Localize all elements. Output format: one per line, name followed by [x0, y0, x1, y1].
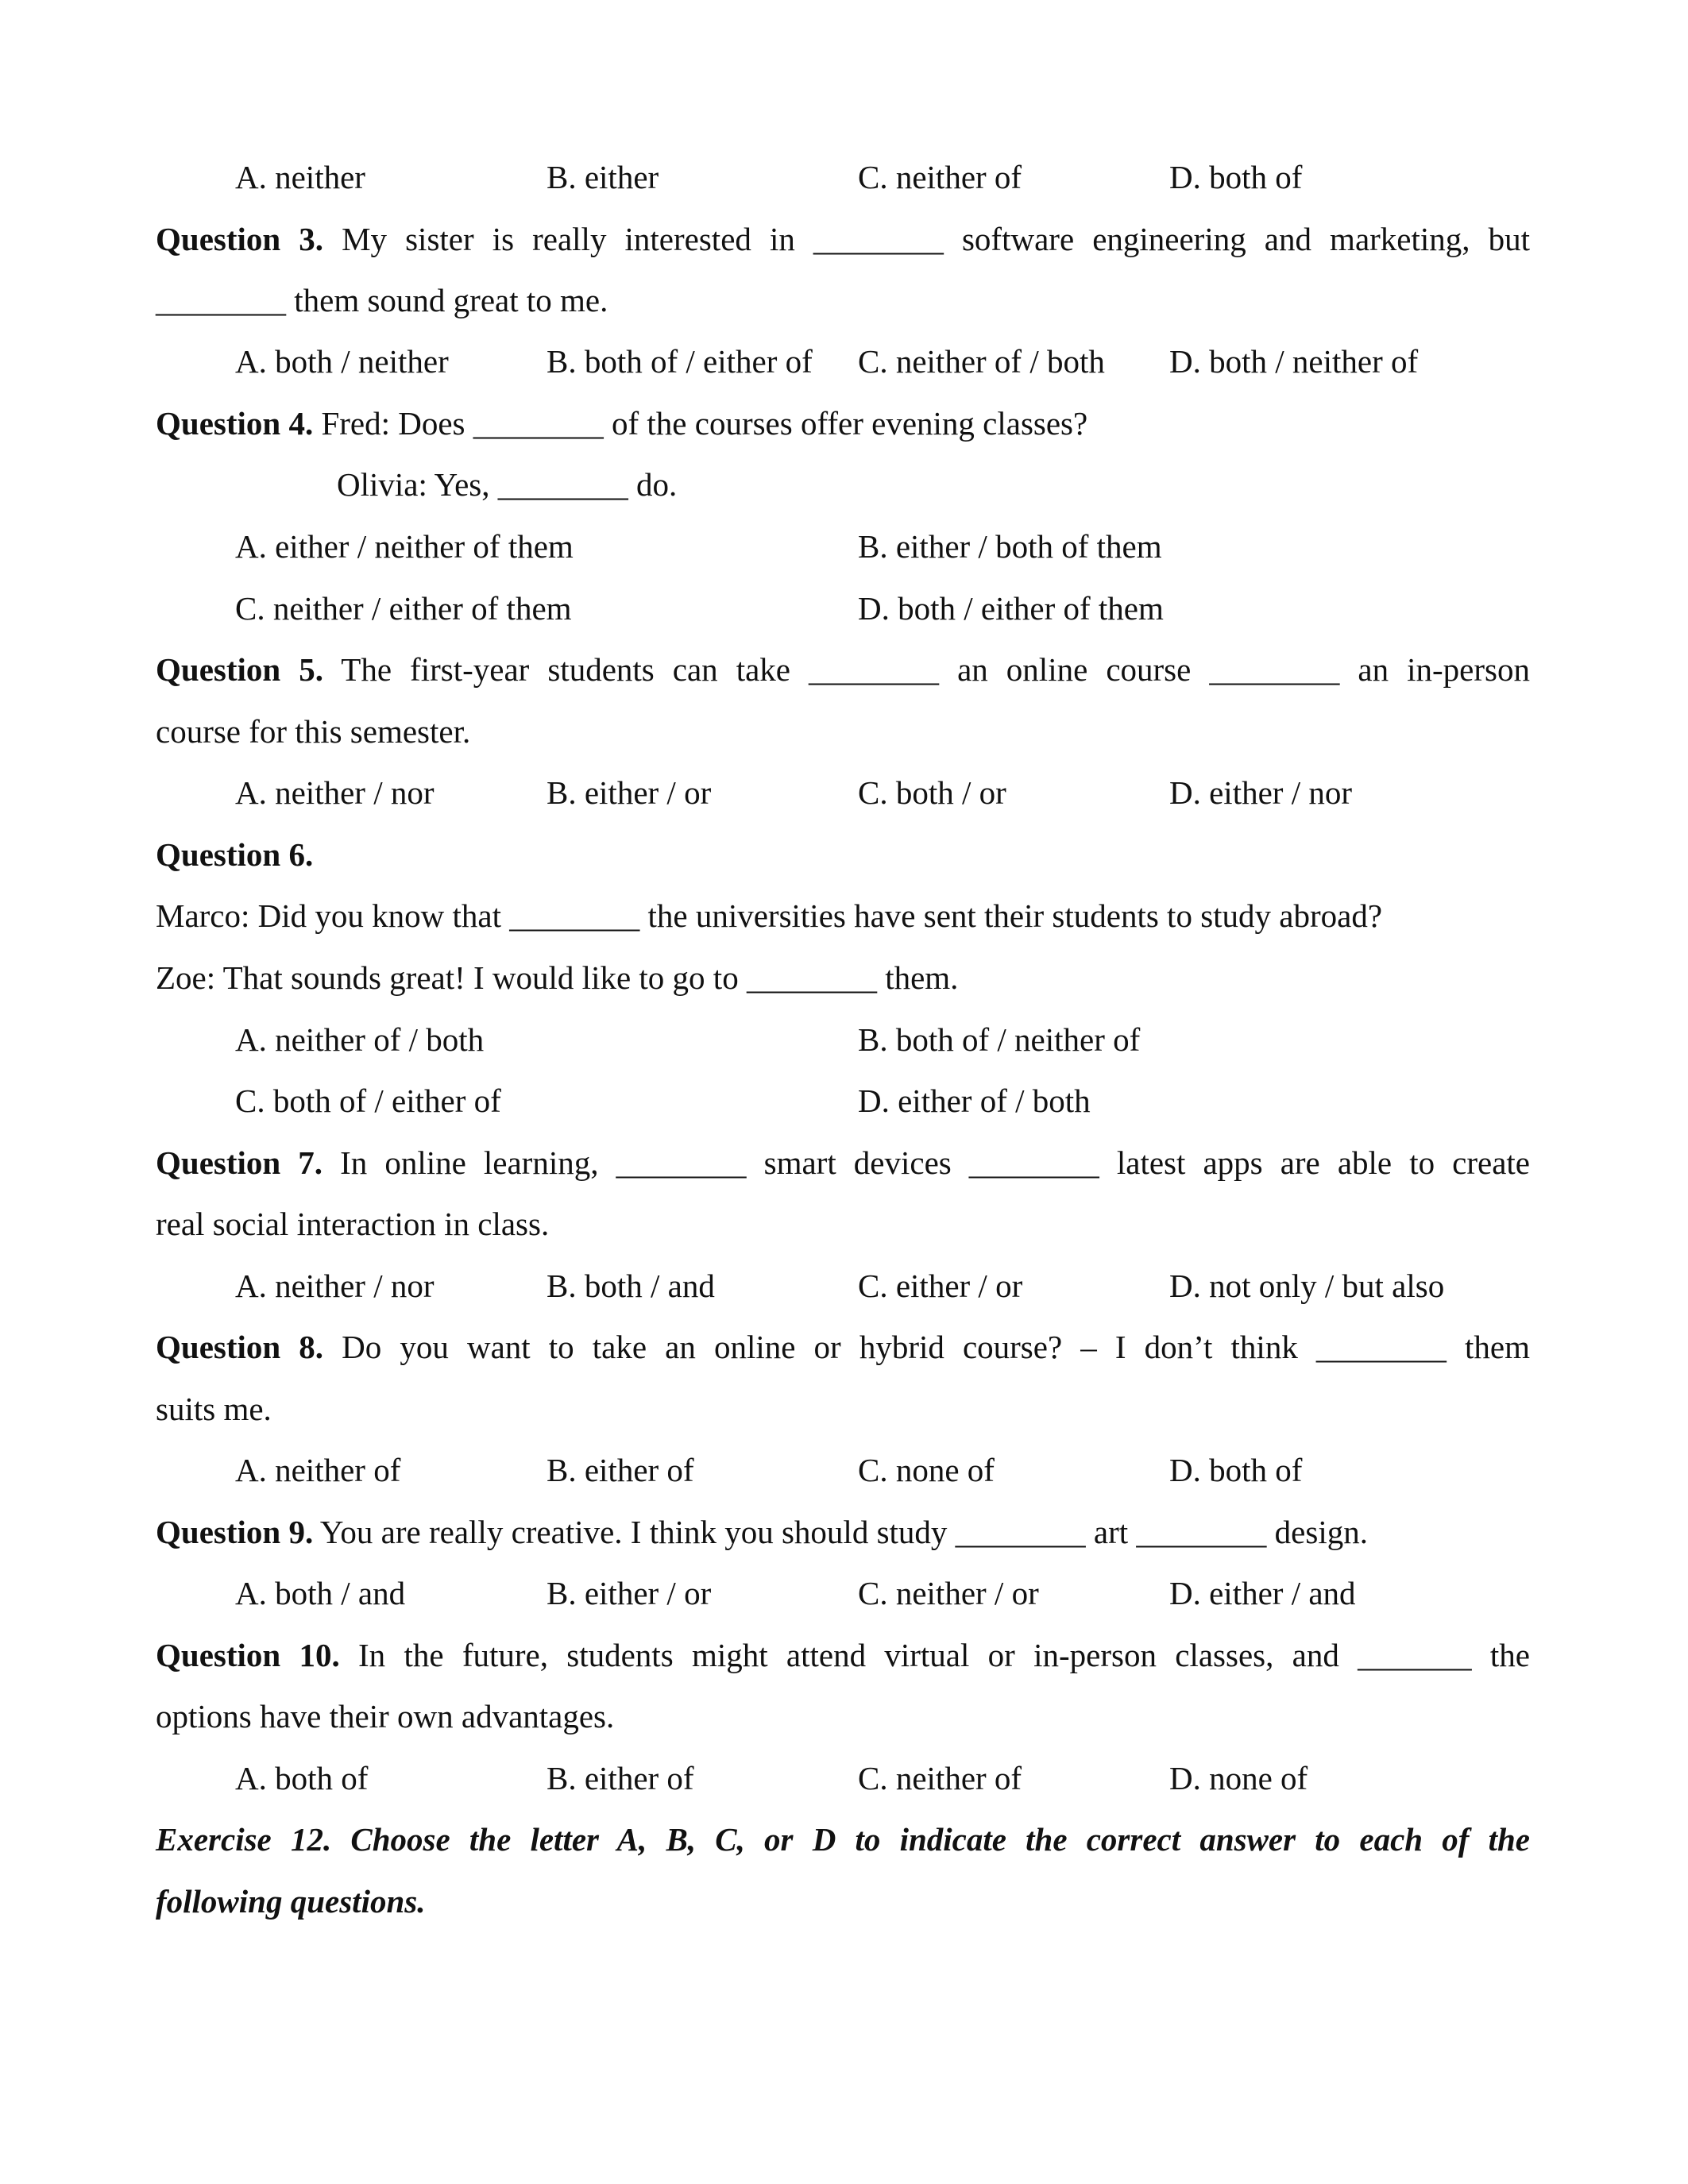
q6-stem-line2: Zoe: That sounds great! I would like to go to ________ them.	[156, 959, 959, 996]
q4-stem-line1	[156, 392, 1530, 454]
q8-text1: Do you want to take an online or hybrid course? – I don’t think ________ them	[323, 1329, 1531, 1365]
q7-option-d: D. not only / but also	[1169, 1268, 1445, 1304]
q2-option-d: D. both of	[1169, 159, 1303, 195]
q5-option-d: D. either / nor	[1169, 774, 1352, 811]
q3-option-d: D. both / neither of	[1169, 343, 1419, 380]
q3-stem-line2: ________ them sound great to me.	[156, 282, 608, 318]
q3-label: Question 3.	[156, 221, 324, 257]
q8-option-a: A. neither of	[235, 1452, 401, 1488]
q7-stem-line1	[156, 1132, 1530, 1194]
q5-option-b: B. either / or	[547, 774, 712, 811]
q5-option-c: C. both / or	[858, 774, 1006, 811]
q5-stem-line2: course for this semester.	[156, 713, 471, 750]
q9-option-b: B. either / or	[547, 1575, 712, 1611]
q5-text1: The first-year students can take ________ an online course ________ an in-person	[323, 651, 1530, 688]
q10-option-d: D. none of	[1169, 1760, 1308, 1796]
q2-option-b: B. either	[547, 159, 659, 195]
q6-stem-line1: Marco: Did you know that ________ the universities have sent their students to study abroad?	[156, 897, 1383, 934]
q3-stem-line1	[156, 208, 1530, 270]
q9-option-c: C. neither / or	[858, 1575, 1039, 1611]
q6-options-row2	[156, 1070, 1530, 1132]
q6-option-c: C. both of / either of	[235, 1082, 501, 1119]
q8-options	[156, 1439, 1530, 1501]
q3-text1: My sister is really interested in ________ software engineering and marketing, but	[323, 221, 1530, 257]
q5-stem-line1	[156, 639, 1530, 700]
q3-option-b: B. both of / either of	[547, 343, 813, 380]
q3-option-a: A. both / neither	[235, 343, 449, 380]
q10-option-c: C. neither of	[858, 1760, 1022, 1796]
q4-options-row2	[156, 577, 1530, 639]
q8-label: Question 8.	[156, 1329, 324, 1365]
q2-options	[156, 146, 1530, 208]
q9-text1: You are really creative. I think you should study ________ art ________ design.	[313, 1514, 1368, 1550]
q4-option-d: D. both / either of them	[858, 590, 1164, 627]
q8-stem-line2: suits me.	[156, 1391, 272, 1427]
q10-stem-line2: options have their own advantages.	[156, 1698, 615, 1734]
q5-label: Question 5.	[156, 651, 323, 688]
q5-option-a: A. neither / nor	[235, 774, 435, 811]
q8-stem-line1	[156, 1316, 1530, 1378]
q3-option-c: C. neither of / both	[858, 343, 1105, 380]
q10-options	[156, 1747, 1530, 1809]
exercise-12-heading-line2: following questions.	[156, 1883, 426, 1920]
q6-option-b: B. both of / neither of	[858, 1021, 1141, 1058]
q8-option-c: C. none of	[858, 1452, 995, 1488]
q2-option-a: A. neither	[235, 159, 365, 195]
q7-option-c: C. either / or	[858, 1268, 1023, 1304]
q6-option-d: D. either of / both	[858, 1082, 1091, 1119]
q8-option-d: D. both of	[1169, 1452, 1303, 1488]
q8-option-b: B. either of	[547, 1452, 694, 1488]
q9-option-a: A. both / and	[235, 1575, 406, 1611]
q10-text1: In the future, students might attend virtual or in-person classes, and _______ the	[339, 1637, 1530, 1673]
q5-options	[156, 762, 1530, 824]
q6-options-row1	[156, 1009, 1530, 1071]
q7-label: Question 7.	[156, 1144, 323, 1181]
q2-option-c: C. neither of	[858, 159, 1022, 195]
q4-options-row1	[156, 515, 1530, 577]
q10-option-b: B. either of	[547, 1760, 694, 1796]
q7-stem-line2: real social interaction in class.	[156, 1206, 550, 1242]
q10-option-a: A. both of	[235, 1760, 369, 1796]
q6-option-a: A. neither of / both	[235, 1021, 485, 1058]
q4-option-a: A. either / neither of them	[235, 528, 574, 565]
q9-option-d: D. either / and	[1169, 1575, 1356, 1611]
q7-option-b: B. both / and	[547, 1268, 715, 1304]
q7-options	[156, 1255, 1530, 1317]
q7-text1: In online learning, ________ smart devices ________ latest apps are able to create	[323, 1144, 1531, 1181]
q9-stem-line1	[156, 1501, 1530, 1563]
exercise-12-heading-line1: Exercise 12. Choose the letter A, B, C, or D to indicate the correct answer to each of the	[156, 1821, 1530, 1858]
q4-stem-line2: Olivia: Yes, ________ do.	[337, 466, 678, 503]
q6-label: Question 6.	[156, 836, 314, 873]
q7-option-a: A. neither / nor	[235, 1268, 435, 1304]
q9-options	[156, 1562, 1530, 1624]
q4-option-c: C. neither / either of them	[235, 590, 572, 627]
q9-label: Question 9.	[156, 1514, 314, 1550]
q10-stem-line1	[156, 1624, 1530, 1686]
q4-option-b: B. either / both of them	[858, 528, 1162, 565]
q4-text1: Fred: Does ________ of the courses offer evening classes?	[313, 405, 1088, 442]
q10-label: Question 10.	[156, 1637, 340, 1673]
q3-options	[156, 330, 1530, 392]
q4-label: Question 4.	[156, 405, 314, 442]
